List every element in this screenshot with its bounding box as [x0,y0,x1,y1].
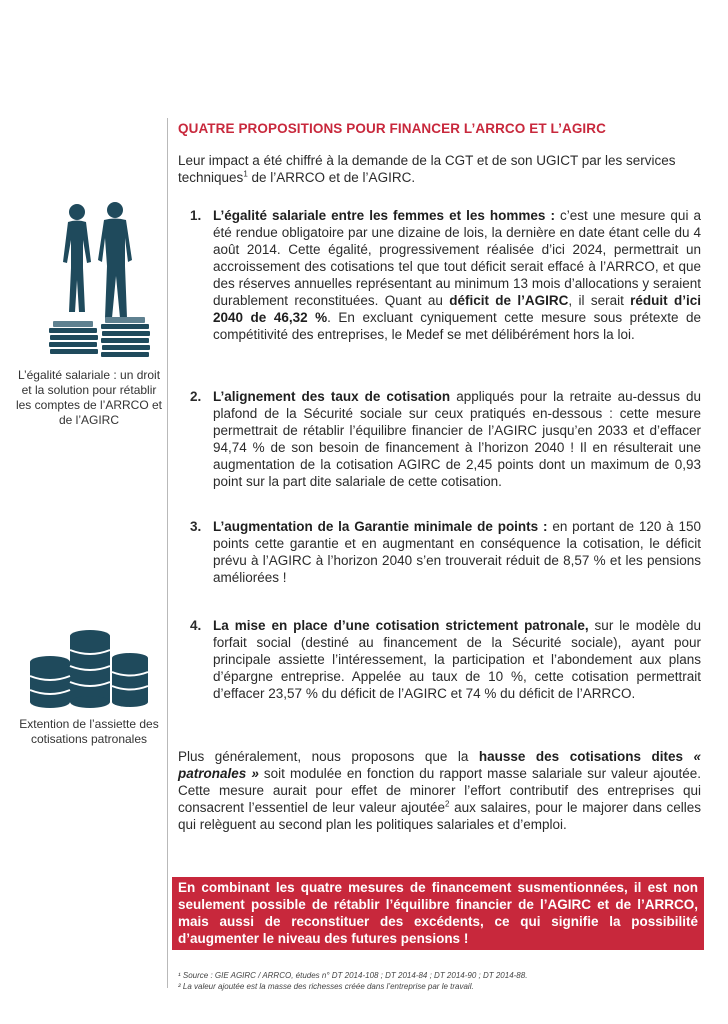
footnotes [178,970,527,992]
proposal-2: 2. L’alignement des taux de cotisation appliqués pour la retraite au-dessus du plafond de la Sécurité sociale sur ceux pratiqués en-dessous : cette mesure permettrait de rétablir l’équilibre financier de l’AGIRC jusqu’en 2033 et d’effacer 94,74 % de son besoin de financement à l’horizon 2040 ! Il en résulterait une augmentation de la cotisation AGIRC de 2,45 points dont un maximum de 0,93 point sur la part dite salariale de cette cotisation. [190,389,701,489]
proposal-3: 3. L’augmentation de la Garantie minimale de points : en portant de 120 à 150 points cette garantie et en augmentant en conséquence la cotisation, le déficit prévu à l’AGIRC à l’horizon 2040 s’en trouverait réduit de 8,57 % et les pensions améliorées ! [190,519,701,585]
proposal-4: 4. La mise en place d’une cotisation strictement patronale, sur le modèle du forfait social (destiné au financement de la Sécurité sociale), ayant pour principale assiette l’intéressement, la participation et l’abondement aux plans d’épargne entreprise. Appelée au taux de 10 %, cette cotisation permettrait d’effacer 23,57 % du déficit de l’AGIRC et 74 % du déficit de l’ARRCO. [190,618,701,701]
general-paragraph: Plus généralement, nous proposons que la hausse des cotisations dites « patronales » soit modulée en fonction du rapport masse salariale sur valeur ajoutée. Cette mesure aurait pour effet de minorer l’effort contributif des entreprises qui consacrent l’essentiel de leur valeur ajoutée$^2$ aux salaires, pour le majorer dans celles qui relèguent au second plan les politiques salariales et d’emploi. [178,749,701,832]
vertical-divider [167,118,168,988]
men-women-money-icon [35,200,155,360]
coin-stacks-icon [28,628,153,708]
page-title: QUATRE PROPOSITIONS POUR FINANCER L’ARRCO ET L’AGIRC [178,121,606,136]
caption-people: L’égalité salariale : un droit et la solution pour rétablir les comptes de l’ARRCO et de l’AGIRC [15,368,163,427]
intro-paragraph: Leur impact a été chiffré à la demande de la CGT et de son UGICT par les services techniques$^1$ de l’ARRCO et de l’AGIRC. [178,153,676,185]
footnote-2: ² La valeur ajoutée est la masse des richesses créée dans l’entreprise par le travail. [178,982,474,991]
conclusion-box: En combinant les quatre mesures de financement susmentionnées, il est non seulement possible de rétablir l’équilibre financier de l’AGIRC et de l’ARRCO, mais aussi de reconstituer des excédents, ce qui signifie la possibilité d’augmenter le niveau des futures pensions ! [172,877,704,950]
caption-coins: Extention de l’assiette des cotisations patronales [19,717,159,746]
proposal-1: 1. L’égalité salariale entre les femmes et les hommes : c’est une mesure qui a été rendue obligatoire par une dizaine de lois, la dernière en date étant celle du 4 août 2014. Cette égalité, progressivement réalisée d’ici 2024, permettrait un accroissement des cotisations tel que tout déficit serait effacé à l’ARRCO, et que des réserves annuelles représentant au minimum 13 mois d’allocations y seraient durablement reconstituées. Quant au déficit de l’AGIRC, il serait réduit d’ici 2040 de 46,32 %. En excluant cyniquement cette mesure sous prétexte de compétitivité des entreprises, le Medef se met délibérément hors la loi. [190,208,702,342]
footnote-1: ¹ Source : GIE AGIRC / ARRCO, études n° DT 2014-108 ; DT 2014-84 ; DT 2014-90 ; DT 2014-88. [178,971,528,980]
